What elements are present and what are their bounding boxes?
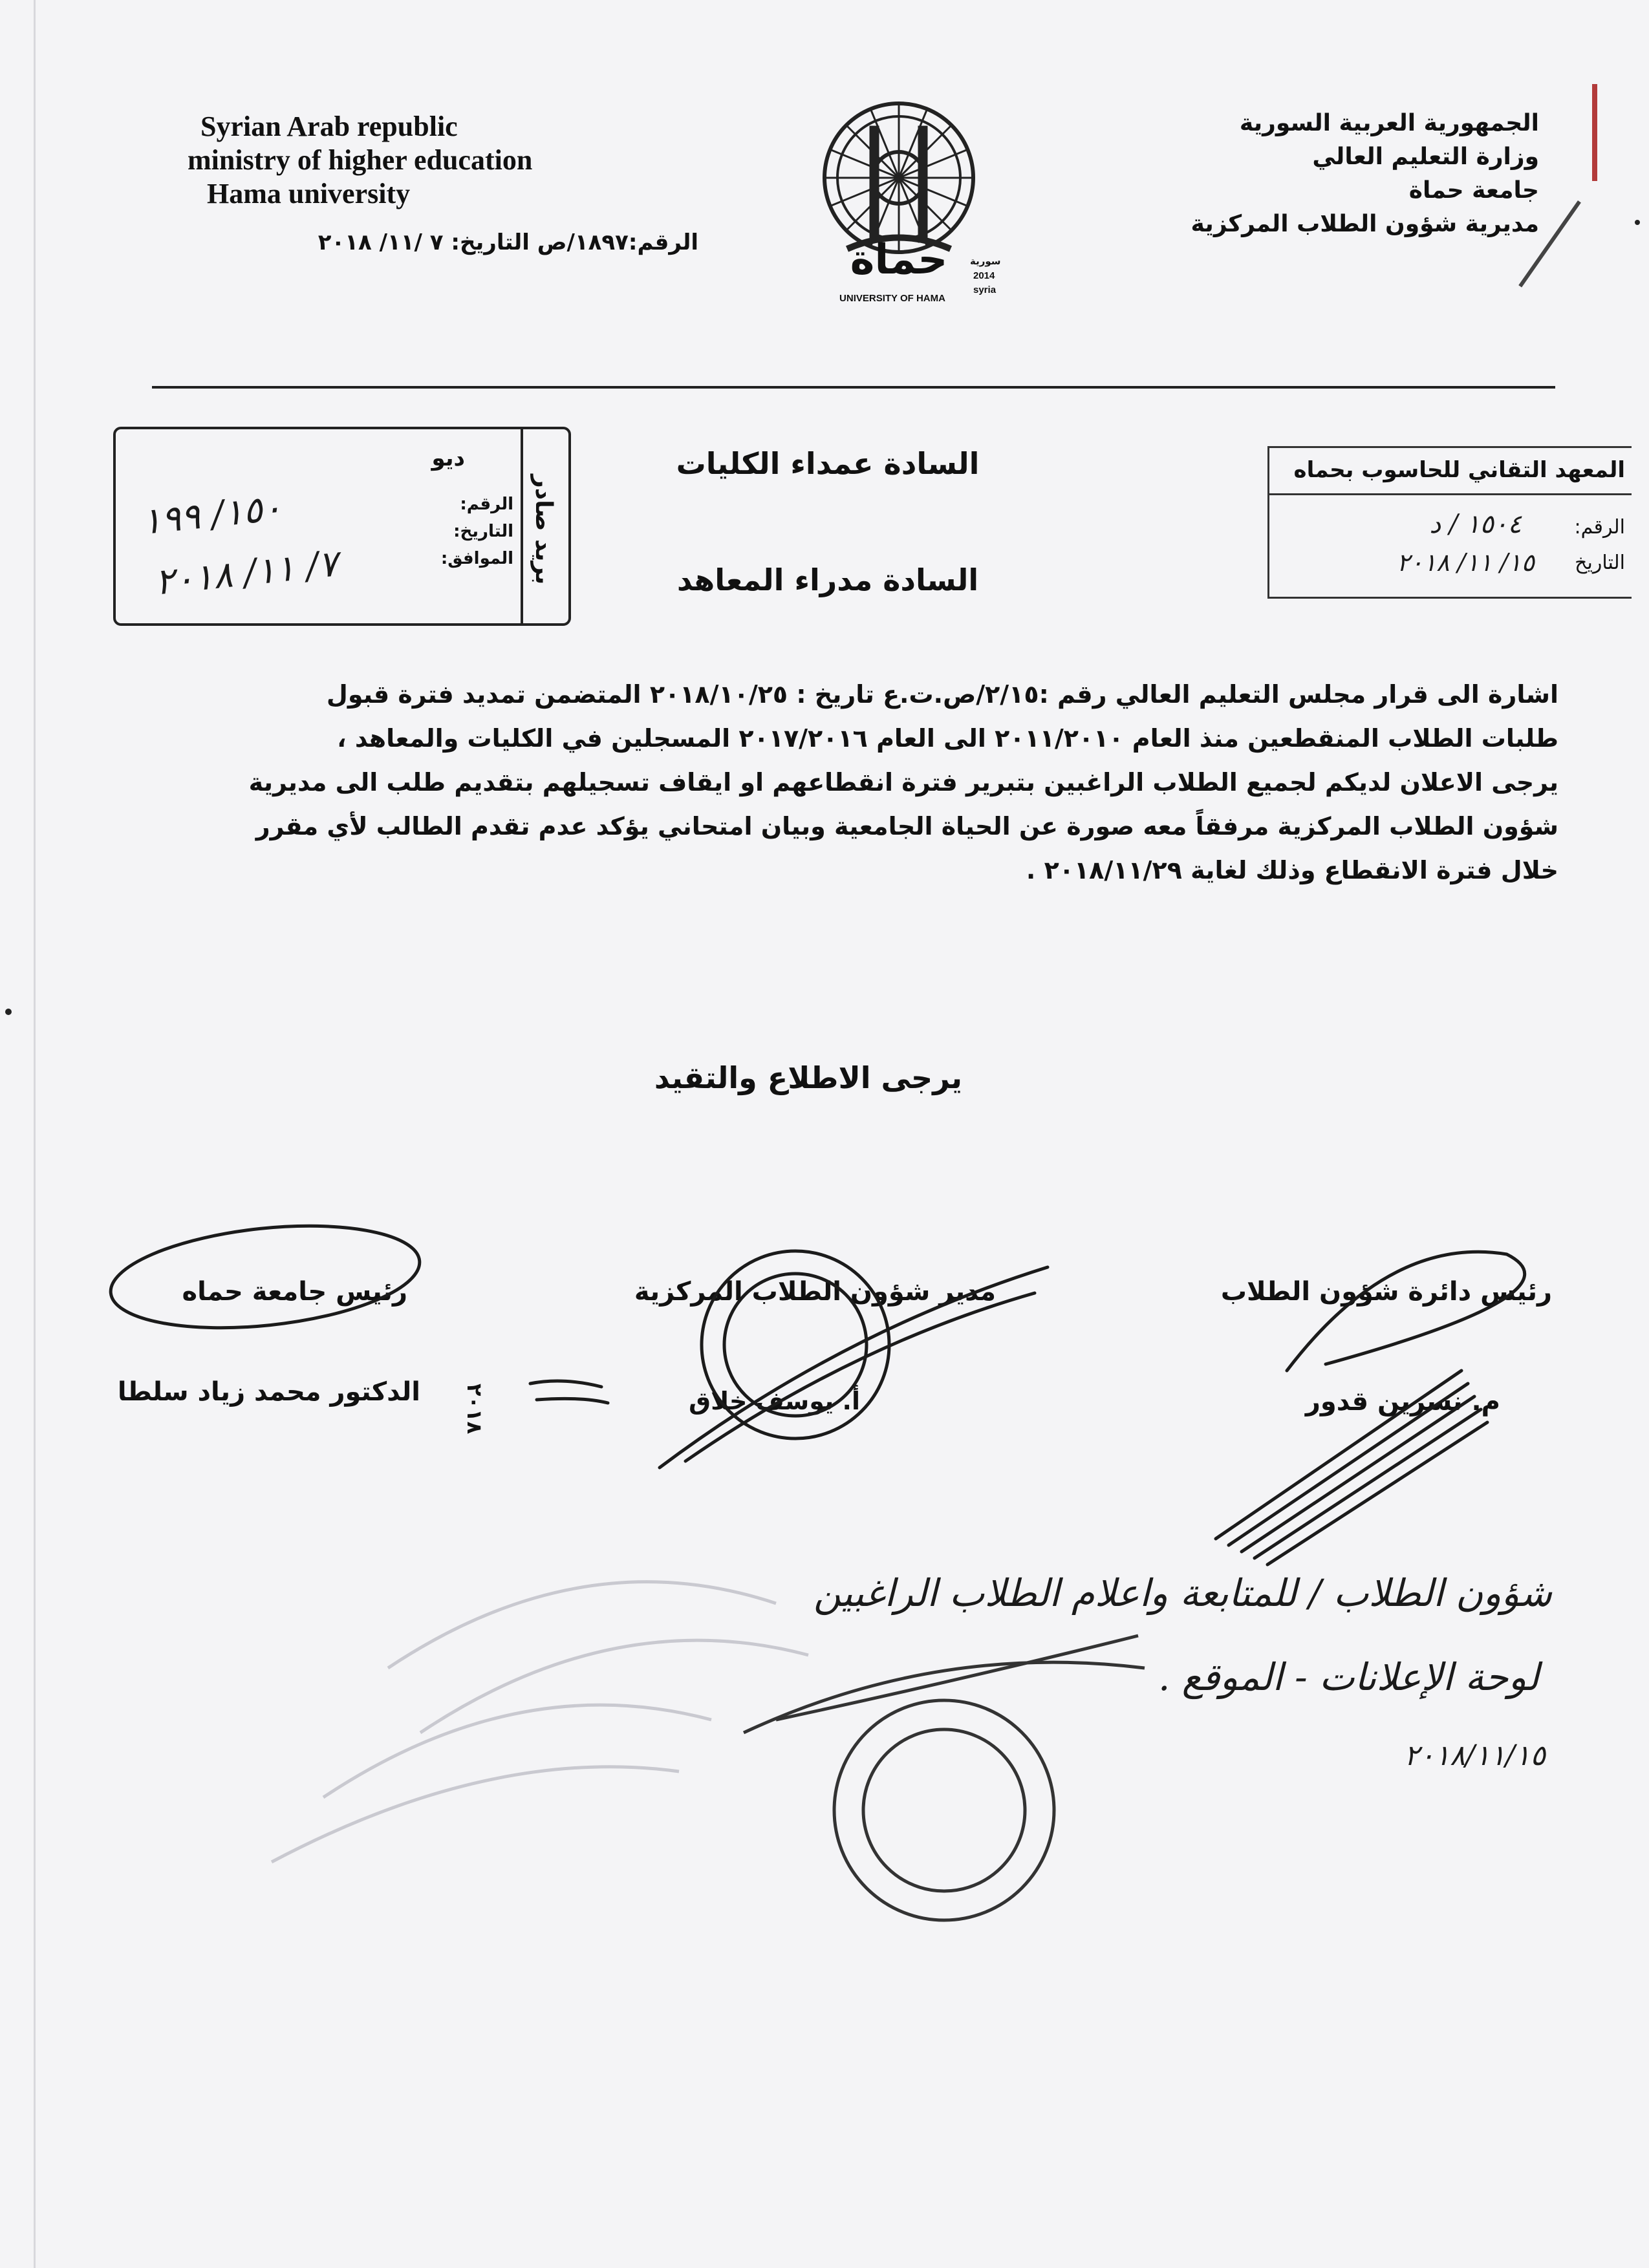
right-margin-bar [1592,84,1597,181]
logo-arabic-name: حماة [850,236,948,284]
body-line-1: اشارة الى قرار مجلس التعليم العالي رقم :٢/١٥/ص.ت.ع تاريخ : ٢٠١٨/١٠/٢٥ المتضمن تمديد فترة قبول [326,680,1558,709]
signature-side-date: ٢٠١٨ [462,1384,487,1435]
header-reference-line: الرقم:١٨٩٧/ص التاريخ: ٧ /١١/ ٢٠١٨ [318,230,698,255]
stamp-field-number: الرقم: [460,495,513,514]
stamp-side-label: بريد صادر [530,475,557,585]
handwritten-note-date: ٢٠١٨/١١/١٥ [1404,1739,1546,1772]
institute-stamp-title: المعهد التقاني للحاسوب بحماه [1293,457,1625,483]
institute-stamp [1267,446,1632,599]
header-en-country: Syrian Arab republic [200,111,458,142]
scan-edge-mark [1635,220,1640,225]
left-margin-line [34,0,36,2268]
header-en-university: Hama university [207,178,411,209]
header-ar-ministry: وزارة التعليم العالي [1312,144,1539,170]
stamp-handwritten-number: ١٥٠/ ١٩٩ [140,486,284,544]
header-ar-directorate: مديرية شؤون الطلاب المركزية [1191,211,1539,237]
letter-body [78,672,1558,892]
logo-english-name: UNIVERSITY OF HAMA [839,293,945,304]
header-ar-country: الجمهورية العربية السورية [1239,110,1539,136]
stamp-handwritten-date: ٧/ ١١/ ٢٠١٨ [153,542,340,604]
body-line-2: طلبات الطلاب المنقطعين منذ العام ٢٠١١/٢٠١٠ الى العام ٢٠١٧/٢٠١٦ المسجلين في الكليات والمعاهد ، [337,724,1558,753]
header-arabic [1164,107,1539,241]
logo-country-en: syria [973,284,997,295]
university-logo [808,87,1022,314]
institute-stamp-date-label: التاريخ [1575,551,1625,574]
handwritten-note-line-1: شؤون الطلاب / للمتابعة واعلام الطلاب الراغبين [814,1571,1552,1615]
addressee-deans: السادة عمداء الكليات [676,446,980,481]
logo-country-ar: سورية [970,255,1001,267]
signature-right-name: م. نسرين قدور [1305,1387,1500,1417]
signature-left-title: رئيس جامعة حماه [182,1277,407,1307]
stamp-top-label: ديو [431,445,465,471]
stamp-fields [416,491,513,572]
addressee-directors: السادة مدراء المعاهد [676,562,979,597]
header-english [188,110,640,211]
signature-left-name: الدكتور محمد زياد سلطا [117,1377,420,1407]
body-line-4: شؤون الطلاب المركزية مرفقاً معه صورة عن الحياة الجامعية وبيان امتحاني يؤكد عدم تقدم الطالب لأي مقرر [255,812,1558,840]
header-divider [152,386,1555,389]
closing-line: يرجى الاطلاع والتقيد [654,1060,963,1095]
outgoing-mail-stamp [113,427,571,626]
institute-stamp-rule [1269,493,1632,495]
header-en-ministry: ministry of higher education [188,144,533,176]
stamp-divider [521,429,523,623]
institute-stamp-date-value: ١٥/ ١١/ ٢٠١٨ [1396,548,1535,577]
header-ar-university: جامعة حماة [1408,177,1539,204]
stamp-field-date: التاريخ: [453,522,513,541]
handwritten-note-line-2: لوحة الإعلانات - الموقع . [1158,1655,1539,1699]
signature-middle-name: أ. يوسف خلاق [689,1387,860,1415]
stamp-field-corresponding: الموافق: [440,549,513,568]
body-line-3: يرجى الاعلان لديكم لجميع الطلاب الراغبين بتبرير فترة انقطاعهم او ايقاف تسجيلهم بتقديم طلب الى مديرية [248,768,1558,797]
body-line-5: خلال فترة الانقطاع وذلك لغاية ٢٠١٨/١١/٢٩ . [1026,856,1558,884]
logo-year: 2014 [973,270,995,281]
scan-edge-mark [5,1009,12,1015]
institute-stamp-number-value: ١٥٠٤ / د [1429,509,1522,539]
signature-middle-title: مدير شؤون الطلاب المركزية [634,1277,996,1307]
institute-stamp-number-label: الرقم: [1574,516,1625,539]
signature-right-title: رئيس دائرة شؤون الطلاب [1220,1277,1552,1307]
